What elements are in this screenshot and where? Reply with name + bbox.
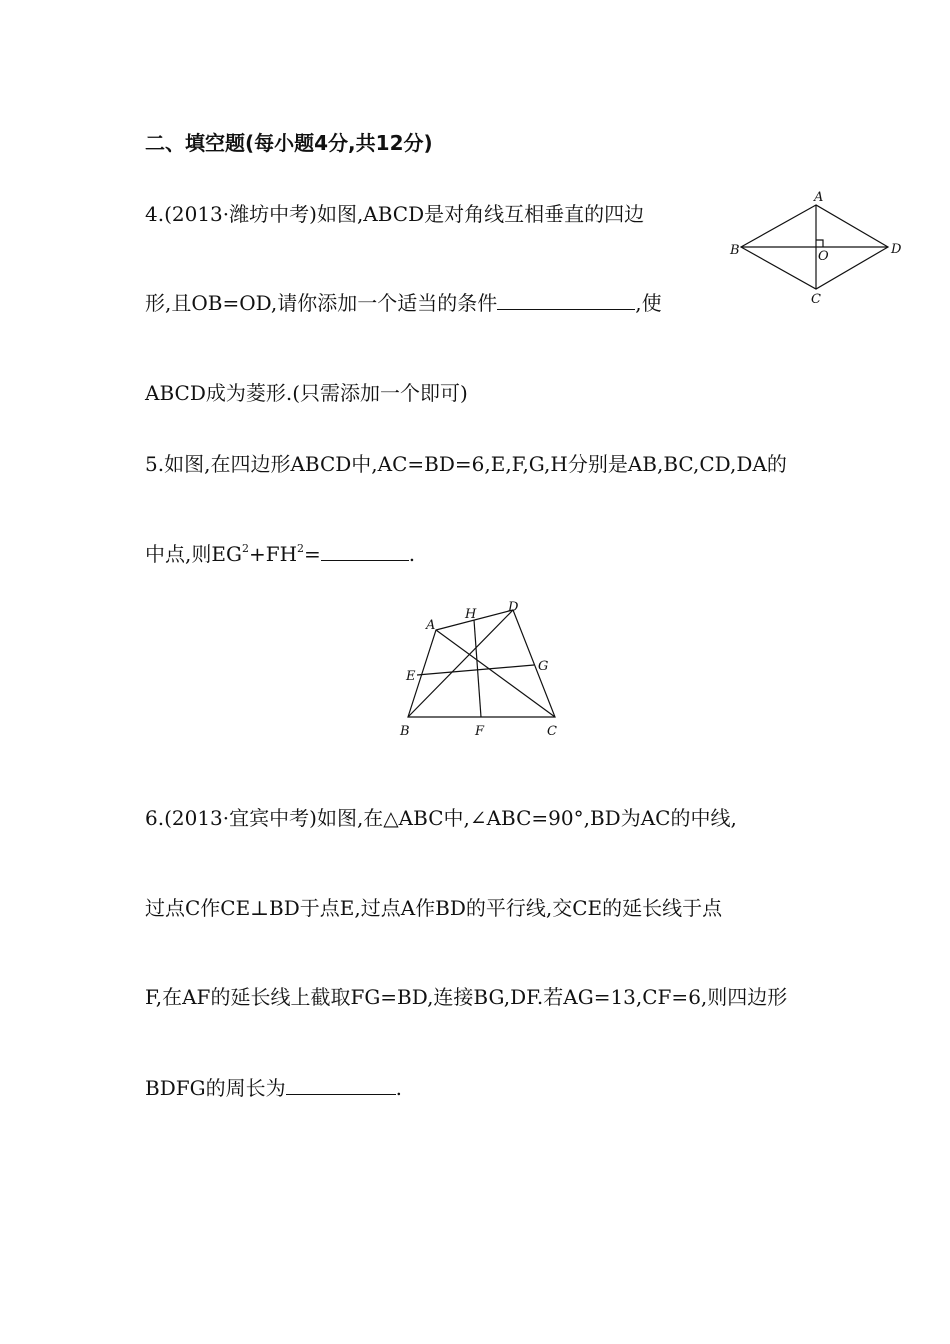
q5-segment-eg [417,665,534,675]
q5-label-g: G [538,659,549,674]
q5-line-2-before: 中点,则EG [145,542,242,566]
q5-diagonal-bd [408,610,513,717]
q5-superscript-1: 2 [241,542,249,555]
q5-label-c: C [547,724,557,739]
section-heading: 二、填空题(每小题4分,共12分) [145,131,433,155]
q4-line-2-before: 形,且OB=OD,请你添加一个适当的条件 [145,291,498,315]
q5-label-d: D [508,600,519,615]
q5-label-b: B [400,724,410,739]
q4-label-a: A [814,190,824,205]
q6-text-line-4 [145,1074,402,1101]
q5-text-line-2 [145,540,415,567]
q4-line-2-after: ,使 [635,291,662,315]
q6-text-line-1: 6.(2013·宜宾中考)如图,在△ABC中,∠ABC=90°,BD为AC的中线, [145,806,737,830]
q6-answer-blank[interactable] [286,1074,396,1095]
q4-label-b: B [730,243,740,258]
q5-figure [395,595,565,745]
q5-label-a: A [426,618,436,633]
q5-answer-blank[interactable] [321,540,409,561]
q4-label-d: D [891,242,902,257]
q4-figure [725,185,915,315]
q5-superscript-2: 2 [297,542,305,555]
q5-line-2-eq: = [304,542,321,566]
q5-segment-hf [474,620,481,717]
q4-text-line-3: ABCD成为菱形.(只需添加一个即可) [145,381,468,405]
q5-label-h: H [465,607,477,622]
q5-text-line-1: 5.如图,在四边形ABCD中,AC=BD=6,E,F,G,H分别是AB,BC,CD,DA的 [145,452,787,476]
q4-text-line-2 [145,289,662,316]
q5-label-f: F [475,724,485,739]
q4-text-line-1: 4.(2013·潍坊中考)如图,ABCD是对角线互相垂直的四边 [145,202,645,226]
q5-label-e: E [406,669,416,684]
q4-label-c: C [811,292,821,307]
q6-line-4-after: . [395,1076,402,1100]
q6-text-line-3: F,在AF的延长线上截取FG=BD,连接BG,DF.若AG=13,CF=6,则四边形 [145,985,788,1009]
q4-right-angle-mark [816,240,823,247]
q4-answer-blank[interactable] [497,289,635,310]
q5-line-2-mid: +FH [248,542,298,566]
q6-line-4-before: BDFG的周长为 [145,1076,286,1100]
q6-text-line-2: 过点C作CE⊥BD于点E,过点A作BD的平行线,交CE的延长线于点 [145,896,723,920]
q5-line-2-after: . [408,542,416,566]
q4-label-o: O [818,249,829,264]
